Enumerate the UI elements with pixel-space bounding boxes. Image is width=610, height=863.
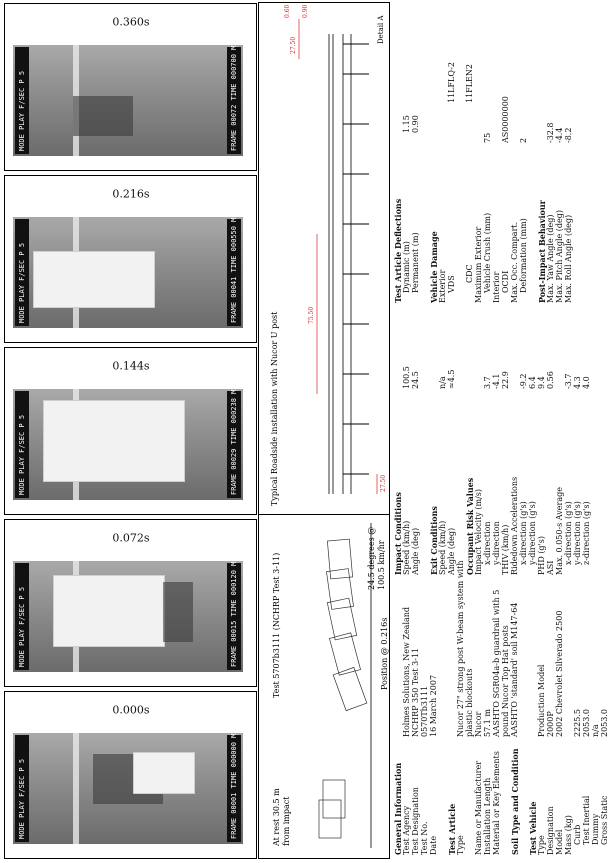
general-info-value: Holmes Solutions, New Zealand	[402, 606, 411, 737]
frame-hud-top: MODE PLAY F/SEC P 5	[15, 735, 29, 842]
test-vehicle-label: Curb	[573, 824, 582, 845]
test-article-type-value: Nucor 27" strong post W-beam system with	[456, 560, 465, 737]
general-info-title: General Information	[393, 762, 403, 855]
frame-time-label: 0.360s	[111, 15, 150, 29]
exit-label: Angle (deg)	[447, 527, 456, 575]
test-article-title: Test Article	[447, 803, 457, 855]
damage-value: 2	[519, 137, 528, 143]
test-vehicle-label: Gross Static	[600, 795, 609, 845]
damage-label: Maximum Exterior	[474, 226, 483, 303]
occupant-label: Max. 0.050-s Average	[555, 487, 564, 575]
frame-hud-bottom: FRAME 00029 TIME 000238 MS	[227, 391, 241, 498]
post-impact-value: -8.2	[564, 127, 573, 143]
post-impact-value: -32.8	[546, 122, 555, 143]
frame-time-label: 0.216s	[111, 187, 150, 201]
exit-value: ≈4.5	[447, 369, 456, 389]
occupant-label: PHD (g's)	[537, 536, 546, 575]
test-vehicle-value: 2000P	[546, 711, 555, 737]
general-info-label: Test Designation	[411, 787, 420, 855]
test-vehicle-value: 2225.5	[573, 709, 582, 737]
position-label: Position @ 0.216s	[380, 617, 389, 690]
test-vehicle-value: 2053.0	[582, 709, 591, 737]
rest-line-1: At rest 30.5 m	[272, 788, 281, 846]
frame-panel-5	[4, 3, 257, 171]
damage-label: OCDI	[501, 270, 510, 293]
general-info-label: Test No.	[420, 821, 429, 855]
soil-title: Soil Type and Condition	[510, 748, 520, 855]
impact-label: Angle (deg)	[411, 527, 420, 575]
damage-label: Interior	[492, 271, 501, 303]
frame-panel-1	[4, 691, 257, 859]
occupant-value: 4.0	[582, 376, 591, 389]
exit-title: Exit Conditions	[429, 506, 439, 575]
results-column	[394, 8, 574, 303]
frame-hud-bottom: FRAME 00015 TIME 000120 MS	[227, 563, 241, 670]
conditions-column	[394, 320, 592, 575]
exit-label: Speed (km/h)	[438, 520, 447, 575]
occupant-value: 4.3	[573, 376, 582, 389]
soil-value: AASHTO 'standard' soil M147-64	[510, 602, 519, 737]
frame-hud-bottom: FRAME 00001 TIME 000000 MS	[227, 735, 241, 842]
frame-photo	[13, 729, 243, 844]
test-vehicle-label: Designation	[546, 806, 555, 855]
frame-hud-bottom: FRAME 00041 TIME 000550 MS	[227, 219, 241, 326]
occupant-label: Ridedown Accelerations	[510, 476, 519, 575]
sequence-diagram	[259, 514, 389, 858]
occupant-label: ASI	[546, 560, 555, 575]
test-article-value: 57.1 m	[483, 709, 492, 737]
damage-value: AS0000000	[501, 96, 510, 143]
test-vehicle-label: Model	[555, 829, 564, 855]
occupant-label: THIV (km/h)	[501, 524, 510, 575]
dimension-3: 27.50	[290, 36, 297, 54]
post-impact-label: Max. Roll Angle (deg)	[564, 214, 573, 303]
occupant-label: y-direction (g's)	[528, 501, 537, 565]
damage-value: 11FLEN2	[465, 64, 474, 103]
damage-label: Vehicle Crush (mm)	[483, 212, 492, 293]
exit-value: n/a	[438, 376, 447, 389]
test-vehicle-value: Production Model	[537, 664, 546, 737]
damage-value: 11LFLQ-2	[447, 62, 456, 103]
angle-line-1: 24.5 degrees @	[367, 526, 376, 590]
occupant-value: 9.4	[537, 376, 546, 389]
occupant-value: 0.56	[546, 371, 555, 389]
sequence-title: Test 5707b3111 (NCHRP Test 3-11)	[272, 552, 281, 698]
general-info-label: Date	[429, 835, 438, 855]
post-impact-value: -4.4	[555, 127, 564, 143]
occupant-label: Impact Velocity (m/s)	[474, 489, 483, 575]
test-article-label: Material or Key Elements	[492, 751, 501, 855]
detail-label: Detail A	[377, 15, 385, 44]
frame-photo	[13, 385, 243, 500]
frame-hud-top: MODE PLAY F/SEC P 5	[15, 563, 29, 670]
damage-label: VDS	[447, 275, 456, 293]
frame-photo	[13, 41, 243, 156]
post-impact-label: Max. Pitch Angle (deg)	[555, 210, 564, 303]
occupant-value: -9.2	[519, 373, 528, 389]
test-vehicle-label: Dummy	[591, 813, 600, 845]
test-vehicle-label: Test Inertial	[582, 795, 591, 845]
occupant-label: y-direction (g's)	[573, 501, 582, 565]
frame-hud-top: MODE PLAY F/SEC P 5	[15, 219, 29, 326]
vehicle-sequence-panel	[258, 513, 390, 859]
dimension-5: 0.90	[302, 4, 309, 18]
deflections-value: 0.90	[411, 115, 420, 133]
installation-drawing	[259, 3, 389, 514]
occupant-value: -4.1	[492, 373, 501, 389]
damage-value: 75	[483, 132, 492, 143]
installation-caption: Typical Roadside installation with Nucor U post	[270, 311, 279, 506]
occupant-label: x-direction (g's)	[519, 501, 528, 565]
angle-line-2: 100.5 km/hr	[377, 540, 386, 590]
occupant-label: x-direction (g's)	[564, 501, 573, 565]
frame-photo	[13, 213, 243, 328]
impact-value: 24.5	[411, 371, 420, 389]
general-info-value: 16 March 2007	[429, 674, 438, 737]
occupant-label: y-direction	[492, 521, 501, 565]
test-article-label: Name or Manufacturer	[474, 760, 483, 855]
occupant-title: Occupant Risk Values	[465, 477, 475, 575]
occupant-label: x-direction	[483, 521, 492, 565]
damage-label: Exterior	[438, 269, 447, 303]
test-vehicle-value: n/a	[591, 724, 600, 737]
test-vehicle-title: Test Vehicle	[528, 801, 538, 855]
damage-label: CDC	[465, 264, 474, 283]
frame-hud-top: MODE PLAY F/SEC P 5	[15, 47, 29, 154]
general-info-label: Test Agency	[402, 805, 411, 855]
rest-line-2: from impact	[282, 796, 291, 846]
occupant-value: -3.7	[564, 373, 573, 389]
damage-title: Vehicle Damage	[429, 231, 439, 303]
test-vehicle-value: 2002 Chevrolet Silverado 2500	[555, 610, 564, 737]
frame-hud-top: MODE PLAY F/SEC P 5	[15, 391, 29, 498]
frame-photo	[13, 557, 243, 672]
impact-label: Speed (km/h)	[402, 520, 411, 575]
test-vehicle-label: Mass (kg)	[564, 815, 573, 855]
occupant-label: z-direction (g's)	[582, 501, 591, 565]
test-vehicle-value: 2053.0	[600, 709, 609, 737]
impact-title: Impact Conditions	[393, 492, 403, 575]
dimension-4: 0.60	[284, 4, 291, 18]
deflections-title: Test Article Deflections	[393, 198, 403, 303]
damage-label: Deformation (mm)	[519, 218, 528, 293]
dimension-2: 27.50	[380, 474, 387, 492]
test-article-value: Nucor	[474, 711, 483, 737]
test-vehicle-label: Type	[537, 835, 546, 855]
frame-panel-4	[4, 175, 257, 343]
post-impact-label: Max. Yaw Angle (deg)	[546, 214, 555, 303]
frame-hud-bottom: FRAME 00072 TIME 000700 MS	[227, 47, 241, 154]
test-article-material-cont: pound Nucor Top Hat posts	[501, 625, 510, 737]
deflections-value: 1.15	[402, 115, 411, 133]
deflections-label: Permanent (m)	[411, 232, 420, 293]
test-article-type-value-cont: plastic blockouts	[465, 668, 474, 737]
test-article-type-label: Type	[456, 835, 465, 855]
occupant-value: 6.4	[528, 376, 537, 389]
occupant-value: 3.7	[483, 376, 492, 389]
occupant-value: 22.9	[501, 371, 510, 389]
frame-time-label: 0.144s	[111, 359, 150, 373]
frame-time-label: 0.072s	[111, 531, 150, 545]
damage-label: Max. Occ. Compart.	[510, 221, 519, 303]
deflections-label: Dynamic (m)	[402, 241, 411, 293]
impact-value: 100.5	[402, 366, 411, 389]
general-info-value: 0570Tb3111	[420, 685, 429, 737]
post-impact-title: Post-Impact Behaviour	[537, 200, 547, 303]
frame-panel-2	[4, 519, 257, 687]
dimension-1: 75.50	[308, 306, 315, 324]
installation-drawing-panel	[258, 2, 390, 515]
general-info-value: NCHRP 350 Test 3-11	[411, 647, 420, 737]
frame-time-label: 0.000s	[111, 703, 150, 717]
test-article-label: Installation Length	[483, 777, 492, 855]
test-article-value: AASHTO SGR04a-b guardrail with 5	[492, 589, 501, 737]
frame-panel-3	[4, 347, 257, 515]
